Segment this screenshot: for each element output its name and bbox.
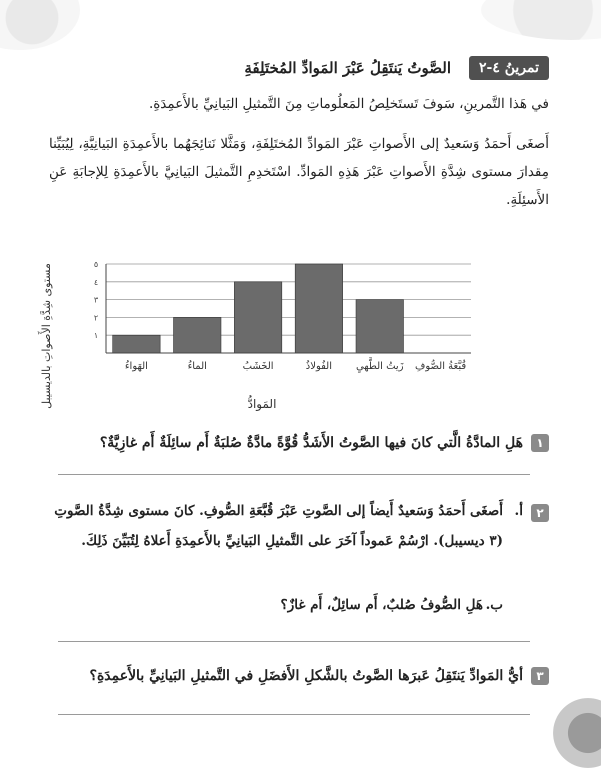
question-number: ٣ xyxy=(531,667,549,685)
corner-decoration xyxy=(0,0,80,50)
x-tick-label: زَيتُ الطَّهيِ xyxy=(355,361,404,372)
part-a-label: أ. xyxy=(514,503,523,519)
body-text: أَصغَى أَحمَدُ وَسَعيدٌ إلى الأَصواتِ عَبْرَ المَوادِّ المُختَلِفَةِ، وَمَثَّلا نَتائِجَهُما بالأَعمِدَةِ البَيانِيَّةِ، لِيُبَيِّنا مِقدارَ مستوى شِدَّةِ الأَصواتِ عَبْرَ هَذِهِ المَوادِّ. اسْتَخدِمِ التَّمثيلَ البَيانِيَّ بالأَعمِدَةِ لِلإجابَةِ عَنِ الأَسئِلَةِ. xyxy=(49,136,549,208)
x-tick-label: قُبَّعَةُ الصُّوفِ xyxy=(414,361,467,372)
y-tick-label: ٤ xyxy=(93,277,99,287)
exercise-badge: تمرينُ ٤-٢ xyxy=(469,56,549,80)
corner-decoration xyxy=(481,0,601,40)
question-3 xyxy=(49,663,549,689)
bar-chart xyxy=(36,248,536,420)
part-b-text: هَلِ الصُّوفُ صُلبٌ، أَم سائِلٌ، أَم غازٌ؟ xyxy=(280,597,483,613)
y-tick-label: ٢ xyxy=(93,313,99,323)
exercise-header xyxy=(0,56,601,80)
answer-line[interactable] xyxy=(58,714,530,715)
question-text: أيُّ المَوادِّ يَنتَقِلُ عَبرَها الصَّوتُ بالشَّكلِ الأَفضَلِ في التَّمثيلِ البَيانِيِّ بالأَعمِدَةِ؟ xyxy=(89,668,523,684)
chart-bars xyxy=(113,264,404,353)
chart-y-ticks xyxy=(94,260,99,340)
y-tick-label: ٣ xyxy=(93,295,99,305)
answer-line[interactable] xyxy=(58,641,530,642)
y-tick-label: ١ xyxy=(93,331,99,341)
intro-text: في هَذا التَّمرينِ، سَوفَ تَستَخلِصُ المَعلُوماتِ مِنَ التَّمثيلِ البَيانِيِّ بالأَعمِدَةِ. xyxy=(148,96,549,112)
exercise-title: الصَّوتُ يَنتَقِلُ عَبْرَ المَوادِّ المُختَلِفَةِ xyxy=(244,59,451,77)
x-axis-label: المَوادُّ xyxy=(247,397,277,411)
x-tick-label: الخَشَبُ xyxy=(242,361,274,372)
part-b-label: ب. xyxy=(485,597,503,613)
question-1 xyxy=(49,430,549,456)
part-a-text: أَصغَى أَحمَدُ وَسَعيدٌ أَيضاً إلى الصَّوتِ عَبْرَ قُبَّعَةِ الصُّوفِ. كانَ مستوى شِدَّةُ الصَّوتِ (٣ ديسيبل). ارْسُمْ عَموداً آخَرَ على التَّمثيلِ البَيانِيِّ بالأَعمِدَةِ أَعلاهُ لِتُبَيِّنَ ذَلِكَ. xyxy=(54,503,503,549)
question-number: ٢ xyxy=(531,504,549,522)
answer-line[interactable] xyxy=(58,474,530,475)
bar xyxy=(234,282,281,353)
x-tick-label: الهَواءُ xyxy=(124,361,148,372)
question-text: هَلِ المادَّةُ الَّتي كانَ فيها الصَّوتُ الأَشَدُّ قُوَّةً مادَّةٌ صُلبَةٌ أَم سائِلَةٌ أَم غازِيَّةٌ؟ xyxy=(99,435,523,451)
x-tick-label: الماءُ xyxy=(187,361,207,372)
bar xyxy=(113,335,160,353)
corner-decoration xyxy=(553,698,601,768)
bar xyxy=(174,317,221,353)
question-number: ١ xyxy=(531,434,549,452)
y-tick-label: ٥ xyxy=(93,260,99,269)
y-axis-label: مستوى شِدَّةِ الأَصواتِ بالديسيبل xyxy=(40,263,53,409)
chart-x-ticks xyxy=(125,357,467,374)
bar xyxy=(295,264,342,353)
chart-grid xyxy=(106,264,471,335)
x-tick-label: الفُولاذُ xyxy=(305,361,333,372)
bar xyxy=(356,300,403,353)
